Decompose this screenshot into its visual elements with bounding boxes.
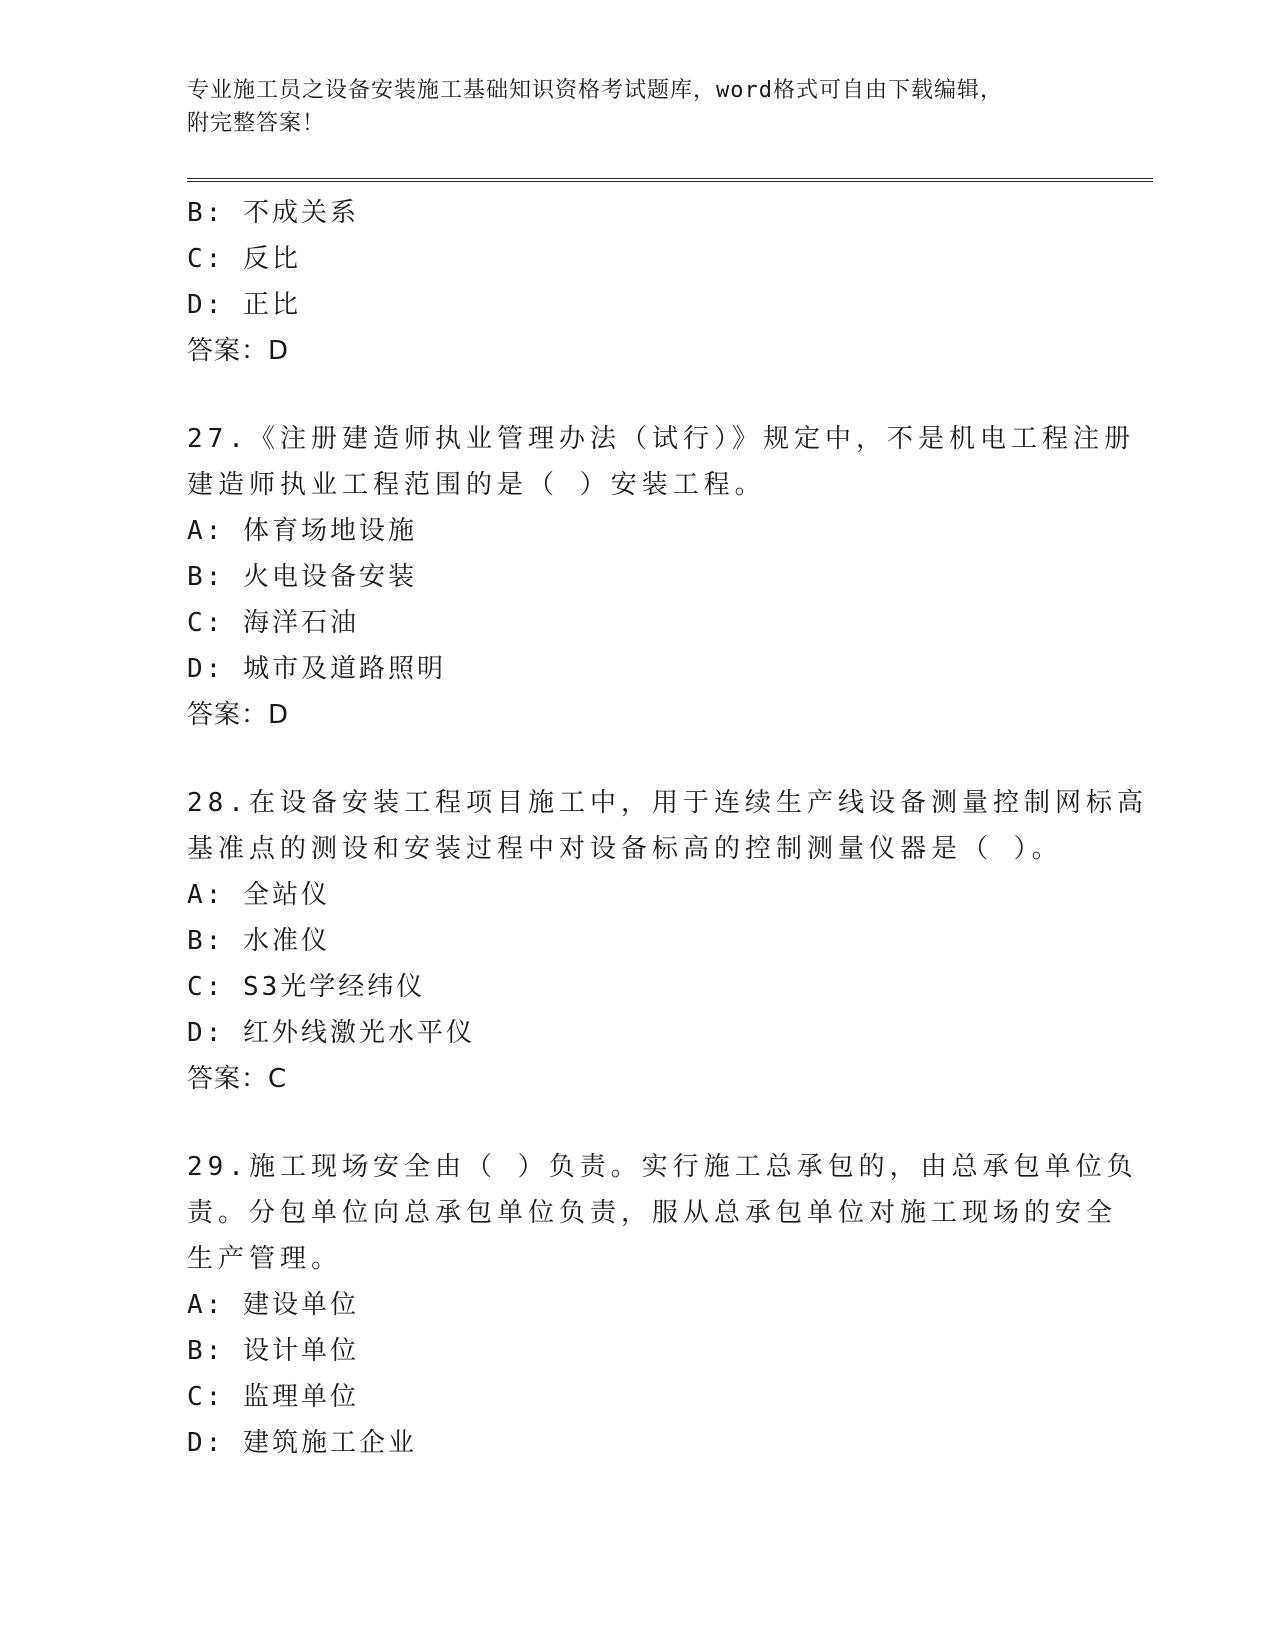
answer-line: 答案：D [187,336,290,366]
option-a: A: 体育场地设施 [187,516,417,546]
option-b: B: 设计单位 [187,1336,359,1366]
option-d: D: 建筑施工企业 [187,1428,417,1458]
option-b: B: 火电设备安装 [187,562,417,592]
answer-line: 答案：D [187,700,290,730]
question-29 [187,1144,1138,1466]
question-text-line: 责。分包单位向总承包单位负责，服从总承包单位对施工现场的安全 [187,1198,1118,1228]
answer-line: 答案：C [187,1064,288,1094]
option-a: A: 全站仪 [187,880,330,910]
question-text-line: 28.在设备安装工程项目施工中，用于连续生产线设备测量控制网标高 [187,788,1148,818]
header-line-1: 专业施工员之设备安装施工基础知识资格考试题库，word格式可自由下载编辑， [187,78,1003,103]
question-text-line: 27.《注册建造师执业管理办法（试行）》规定中，不是机电工程注册 [187,424,1135,454]
header-line-2: 附完整答案！ [187,111,326,136]
question-text-line: 基准点的测设和安装过程中对设备标高的控制测量仪器是（ ）。 [187,834,1063,864]
option-c: C: 监理单位 [187,1382,359,1412]
question-text-line: 建造师执业工程范围的是（ ）安装工程。 [187,470,766,500]
option-b: B: 水准仪 [187,926,330,956]
option-c: C: 海洋石油 [187,608,359,638]
option-c: C: S3光学经纬仪 [187,972,426,1002]
question-text-line: 29.施工现场安全由（ ）负责。实行施工总承包的，由总承包单位负 [187,1152,1138,1182]
question-26-tail [187,190,1087,374]
option-a: A: 建设单位 [187,1290,359,1320]
option-d: D: 城市及道路照明 [187,654,446,684]
header-divider [187,178,1153,182]
question-27 [187,416,1135,738]
option-d: D: 红外线激光水平仪 [187,1018,475,1048]
option-c: C: 反比 [187,244,301,274]
option-d: D: 正比 [187,290,301,320]
question-list [187,190,1148,1466]
option-b: B: 不成关系 [187,198,359,228]
question-text-line: 生产管理。 [187,1244,343,1274]
question-28 [187,780,1148,1102]
document-header [187,74,1087,140]
